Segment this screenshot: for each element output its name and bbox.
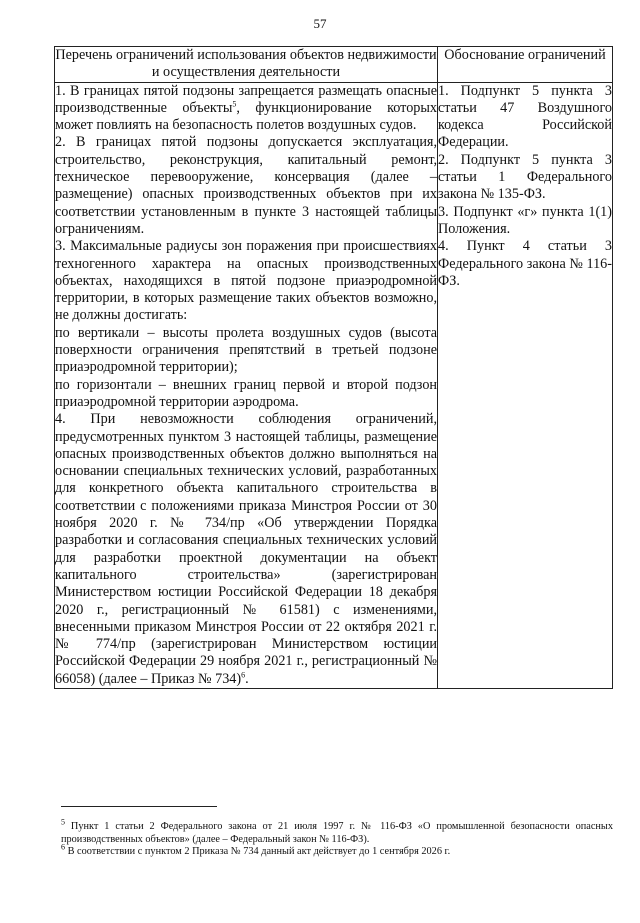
restriction-item-2: 2. В границах пятой подзоны допускается эксплуатация, строительство, реконструкция, капитальный ремонт, техническое перевооружение, консервация (далее – размещение) опасных производственных объектов при их соответствии установленным в пункте 3 настоящей таблицы ограничениям. xyxy=(55,134,437,237)
page-number: 57 xyxy=(313,16,327,31)
footnote-6-text: В соответствии с пунктом 2 Приказа № 734 данный акт действует до 1 сентября 2026 г. xyxy=(65,846,451,857)
justification-cell xyxy=(438,82,613,688)
justification-item-1: 1. Подпункт 5 пункта 3 статьи 47 Воздушного кодекса Российской Федерации. xyxy=(438,82,612,151)
header-justification: Обоснование ограничений xyxy=(438,47,613,83)
justification-item-2: 2. Подпункт 5 пункта 3 статьи 1 Федерального закона № 135-ФЗ. xyxy=(438,151,612,203)
restrictions-cell xyxy=(55,82,438,688)
footnotes xyxy=(61,817,613,859)
restriction-item-3: 3. Максимальные радиусы зон поражения при происшествиях техногенного характера на опасных производственных объектах, находящихся в пятой подзоне приаэродромной территории, в которых размещение таких объектов возможно, не должны достигать: xyxy=(55,238,437,324)
restriction-item-4-tail: . xyxy=(245,670,249,687)
restriction-item-1-text: 1. В границах пятой подзоны запрещается размещать опасные производственные объекты xyxy=(55,82,437,116)
restriction-item-3-vertical: по вертикали – высоты пролета воздушных судов (высота поверхности ограничения препятствий в третьей подзоне приаэродромной территории); xyxy=(55,324,437,376)
table-header-row xyxy=(55,47,613,83)
restriction-item-1 xyxy=(55,83,437,135)
footnote-5-text: Пункт 1 статьи 2 Федерального закона от 21 июля 1997 г. № 116-ФЗ «О промышленной безопасности опасных производственных объектов» (далее – Федеральный закон № 116-ФЗ). xyxy=(61,821,613,845)
footnote-6-mark: 6 xyxy=(61,842,65,852)
justification-item-3: 3. Подпункт «г» пункта 1(1) Положения. xyxy=(438,203,612,237)
restrictions-table xyxy=(54,46,613,689)
restriction-item-1-tail: , функционирование которых может повлиять на безопасность полетов воздушных судов. xyxy=(55,99,438,134)
footnote-divider xyxy=(61,806,217,807)
header-restrictions-list: Перечень ограничений использования объектов недвижимости и осуществления деятельности xyxy=(55,47,437,81)
footnote-6 xyxy=(61,842,613,859)
footnote-5-mark: 5 xyxy=(61,817,65,827)
footnote-ref-5: 5 xyxy=(232,99,237,109)
footnote-5 xyxy=(61,817,613,846)
justification-item-4: 4. Пункт 4 статьи 3 Федерального закона № 116-ФЗ. xyxy=(438,238,612,289)
table-row xyxy=(55,82,613,688)
footnote-ref-6: 6 xyxy=(241,669,246,679)
restriction-item-4 xyxy=(55,411,437,688)
restriction-item-4-text: 4. При невозможности соблюдения ограничений, предусмотренных пунктом 3 настоящей таблицы, размещение опасных производственных объектов должно выполняться на основании специальных технических условий, разработанных для конкретного объекта капитального строительства в соответствии с положениями приказа Минстроя России от 30 ноября 2020 г. № 734/пр «Об утверждении Порядка разработки и согласования специальных технических условий для разработки проектной документации на объект капитального строительства» (зарегистрирован Министерством юстиции Российской Федерации 18 декабря 2020 г., регистрационный № 61581) с изменениями, внесенными приказом Минстроя России от 22 октября 2021 г. № 774/пр (зарегистрирован Министерством юстиции Российской Федерации 29 ноября 2021 г., регистрационный № 66058) (далее – Приказ № 734) xyxy=(55,411,437,687)
restriction-item-3-horizontal: по горизонтали – внешних границ первой и второй подзон приаэродромной территории аэродрома. xyxy=(55,376,437,410)
